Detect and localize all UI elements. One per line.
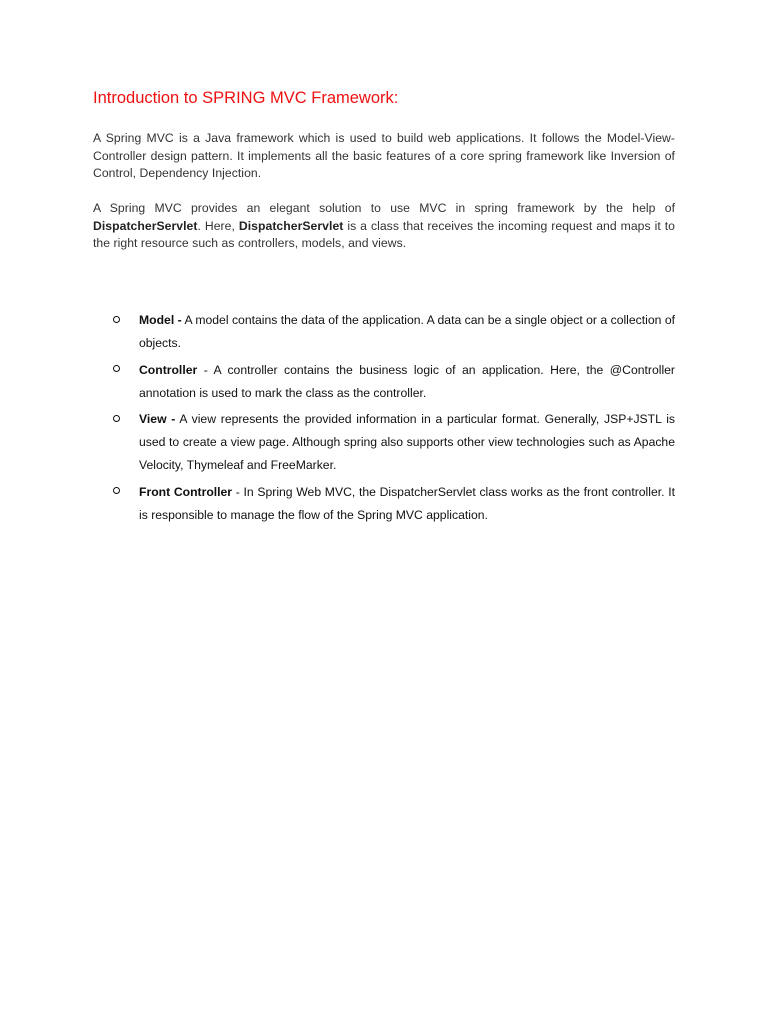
dispatcher-servlet-term-2: DispatcherServlet [238,218,344,233]
dispatcher-paragraph-text-1: A Spring MVC provides an elegant solution to use MVC in spring framework by the help of [93,201,675,215]
list-item-view [113,408,675,477]
list-item-description: A view represents the provided information in a particular format. Generally, JSP+JSTL is used to create a view page. Although spring also supports other view technologies such as Apache Velocity, Thymeleaf and FreeMarker. [139,412,675,472]
hollow-circle-bullet-icon [113,359,127,382]
dispatcher-paragraph-text-2: . Here, [197,218,239,233]
list-item-term: View - [139,412,176,426]
hollow-circle-bullet-icon [113,408,127,431]
list-item-model [113,309,675,355]
list-item-front-controller [113,481,675,527]
list-item-description: - In Spring Web MVC, the DispatcherServlet class works as the front controller. It is responsible to manage the flow of the Spring MVC application. [139,484,675,522]
list-item-description: - A controller contains the business logic of an application. Here, the @Controller annotation is used to mark the class as the controller. [139,362,675,400]
dispatcher-paragraph [93,200,675,253]
list-item-term: Controller [139,362,198,377]
dispatcher-servlet-term-1: DispatcherServlet [93,218,198,233]
mvc-components-list [113,309,675,530]
hollow-circle-bullet-icon [113,481,127,504]
list-item-term: Front Controller [139,484,233,499]
list-item-description: A model contains the data of the application. A data can be a single object or a collection of objects. [139,313,676,350]
dispatcher-paragraph-text-3: is a class that receives the incoming request and maps it to the right resource such as controllers, models, and views. [93,218,675,250]
list-item-term: Model - [139,313,182,327]
list-item-controller [113,359,675,405]
page-title: Introduction to SPRING MVC Framework: [93,89,399,107]
intro-paragraph: A Spring MVC is a Java framework which is used to build web applications. It follows the Model-View-Controller design pattern. It implements all the basic features of a core spring framework like Inversion of Control, Dependency Injection. [93,131,675,180]
hollow-circle-bullet-icon [113,309,127,332]
